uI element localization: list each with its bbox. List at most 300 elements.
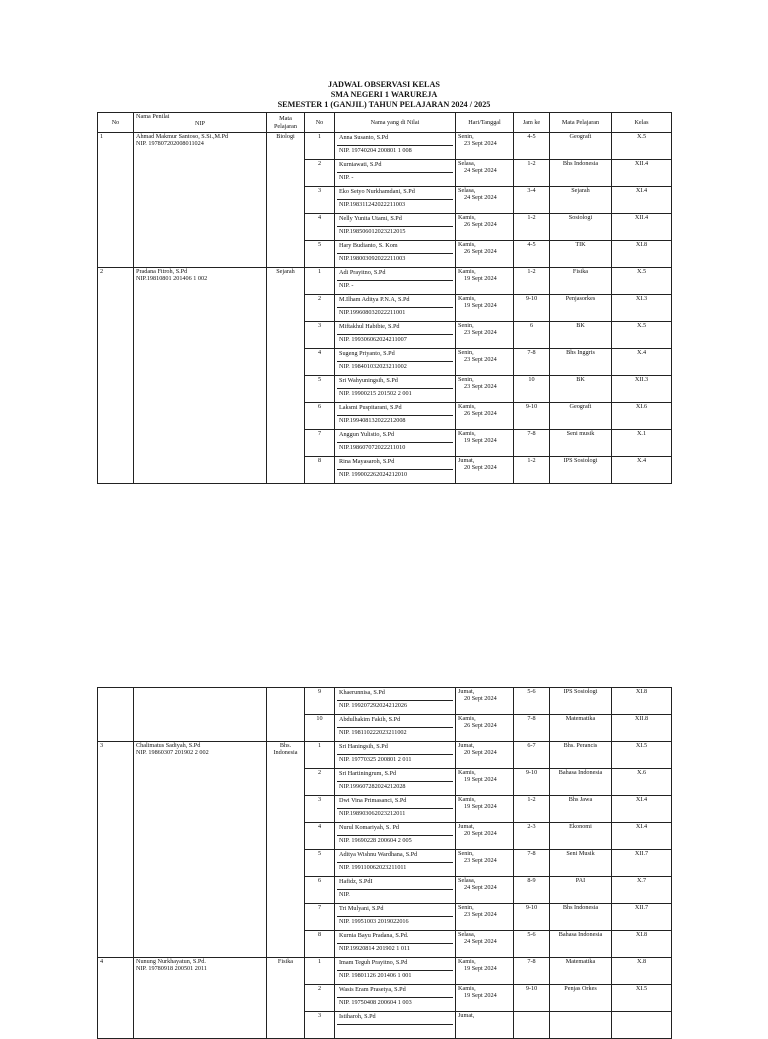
dinilai-cell: [335, 715, 456, 742]
dinilai-name: Sri Wahyuningsih, S.Pd: [337, 376, 453, 389]
dinilai-cell: [335, 214, 456, 241]
hari: Selasa,: [458, 931, 476, 938]
header-mata-pelajaran: Mata Pelajaran: [267, 113, 305, 133]
hari: Kamis,: [458, 268, 476, 275]
dinilai-cell: [335, 457, 456, 484]
hari-tanggal: [456, 688, 514, 715]
jam-ke: 7-8: [514, 349, 550, 376]
mata-pelajaran: Seni Musik: [550, 850, 612, 877]
dinilai-no: 3: [305, 796, 335, 823]
header-no-2: No: [305, 113, 335, 133]
kelas: XI.4: [612, 187, 672, 214]
penilai-mapel: Fisika: [267, 958, 305, 1039]
hari: Kamis,: [458, 985, 476, 992]
dinilai-no: 3: [305, 187, 335, 214]
dinilai-nip: NIP.: [339, 891, 350, 898]
dinilai-nip: NIP. 199207292024212026: [339, 702, 408, 709]
penilai-cell: [134, 958, 267, 1039]
dinilai-name: Khaerunnisa, S.Pd: [337, 688, 453, 701]
dinilai-cell: [335, 958, 456, 985]
penilai-cell: [134, 742, 267, 958]
mata-pelajaran: TIK: [550, 241, 612, 268]
dinilai-nip: NIP. 19740204 200801 1 008: [339, 147, 412, 154]
dinilai-nip: [337, 1025, 453, 1026]
kelas: X.5: [612, 322, 672, 349]
dinilai-nip: NIP.198903062023212011: [339, 810, 406, 817]
dinilai-no: 8: [305, 931, 335, 958]
hari: Jumat,: [458, 823, 475, 830]
mata-pelajaran: Bhs. Perancis: [550, 742, 612, 769]
dinilai-cell: [335, 1012, 456, 1039]
dinilai-name: Rina Mayasaroh, S.Pd: [337, 457, 453, 470]
dinilai-nip: NIP. 199306062024211007: [339, 336, 407, 343]
kelas: X.6: [612, 769, 672, 796]
table-row: [98, 958, 672, 985]
penilai-name: Pradana Fitroh, S.Pd: [136, 268, 188, 275]
hari-tanggal: [456, 904, 514, 931]
jam-ke: 1-2: [514, 268, 550, 295]
dinilai-cell: [335, 850, 456, 877]
table-row: [98, 133, 672, 160]
jam-ke: 9-10: [514, 403, 550, 430]
jam-ke: 7-8: [514, 715, 550, 742]
penilai-name: Nunung Nurkhayatun, S.Pd.: [136, 958, 206, 965]
dinilai-no: 7: [305, 430, 335, 457]
jam-ke: 4-5: [514, 241, 550, 268]
dinilai-nip: NIP. 19770325 200801 2 011: [339, 756, 412, 763]
hari-tanggal: [456, 133, 514, 160]
hari: Senin,: [458, 904, 474, 911]
dinilai-cell: [335, 187, 456, 214]
jam-ke: 9-10: [514, 904, 550, 931]
mata-pelajaran: Bahasa Indonesia: [550, 931, 612, 958]
dinilai-cell: [335, 877, 456, 904]
hari-tanggal: [456, 403, 514, 430]
penilai-mapel: Biologi: [267, 133, 305, 268]
hari: Jumat,: [458, 742, 475, 749]
dinilai-no: 7: [305, 904, 335, 931]
title-line-3: SEMESTER 1 (GANJIL) TAHUN PELAJARAN 2024 / 2025: [277, 100, 491, 109]
dinilai-no: 2: [305, 295, 335, 322]
mata-pelajaran: [550, 1012, 612, 1039]
mata-pelajaran: Seni musik: [550, 430, 612, 457]
dinilai-nip: NIP.199607282024212028: [339, 783, 406, 790]
penilai-cell: [134, 133, 267, 268]
jam-ke: 9-10: [514, 295, 550, 322]
hari-tanggal: [456, 958, 514, 985]
dinilai-cell: [335, 430, 456, 457]
jam-ke: 1-2: [514, 214, 550, 241]
tanggal: 24 Sept 2024: [464, 167, 497, 175]
penilai-nip: NIP.19810801 201406 1 002: [136, 275, 208, 283]
dinilai-cell: [335, 295, 456, 322]
hari-tanggal: [456, 985, 514, 1012]
jam-ke: 8-9: [514, 877, 550, 904]
mata-pelajaran: Sejarah: [550, 187, 612, 214]
tanggal: 24 Sept 2024: [464, 884, 497, 892]
mata-pelajaran: IPS Sosiologi: [550, 457, 612, 484]
dinilai-cell: [335, 742, 456, 769]
tanggal: 23 Sept 2024: [464, 329, 497, 337]
dinilai-cell: [335, 133, 456, 160]
dinilai-name: Miftakhul Habibie, S.Pd: [337, 322, 453, 335]
hari-tanggal: [456, 376, 514, 403]
dinilai-no: 4: [305, 349, 335, 376]
dinilai-no: 4: [305, 823, 335, 850]
hari-tanggal: [456, 430, 514, 457]
kelas: XI.5: [612, 742, 672, 769]
dinilai-no: 1: [305, 133, 335, 160]
dinilai-name: Nurul Komariyah, S. Pd: [337, 823, 453, 836]
jam-ke: [514, 1012, 550, 1039]
tanggal: 26 Sept 2024: [464, 248, 497, 256]
jam-ke: 2-3: [514, 823, 550, 850]
jam-ke: 3-4: [514, 187, 550, 214]
dinilai-nip: NIP. 19801126 201406 1 001: [339, 972, 412, 979]
hari-tanggal: [456, 214, 514, 241]
dinilai-cell: [335, 985, 456, 1012]
tanggal: 19 Sept 2024: [464, 992, 497, 1000]
tanggal: 19 Sept 2024: [464, 302, 497, 310]
dinilai-nip: NIP. -: [339, 282, 354, 289]
kelas: X.8: [612, 958, 672, 985]
kelas: XI.4: [612, 823, 672, 850]
hari-tanggal: [456, 295, 514, 322]
dinilai-name: Eko Setyo Nurkhamdani, S.Pd: [337, 187, 453, 200]
kelas: XI.3: [612, 295, 672, 322]
penilai-mapel: [267, 688, 305, 742]
hari: Selasa,: [458, 160, 476, 167]
hari-tanggal: [456, 715, 514, 742]
jam-ke: 7-8: [514, 850, 550, 877]
mata-pelajaran: BK: [550, 322, 612, 349]
hari: Kamis,: [458, 796, 476, 803]
table-row: [98, 268, 672, 295]
kelas: XI.6: [612, 403, 672, 430]
hari: Kamis,: [458, 295, 476, 302]
hari-tanggal: [456, 457, 514, 484]
penilai-nip: NIP. 197807202008011024: [136, 140, 204, 148]
jam-ke: 6: [514, 322, 550, 349]
header-nama-penilai-label: Nama Penilai: [136, 113, 170, 120]
penilai-nip: NIP. 19860307 201902 2 002: [136, 749, 209, 757]
kelas: XI.8: [612, 688, 672, 715]
dinilai-nip: NIP.19920814 201902 1 011: [339, 945, 410, 952]
dinilai-no: 1: [305, 958, 335, 985]
table-header-row: [98, 113, 672, 133]
kelas: XI.5: [612, 985, 672, 1012]
mata-pelajaran: IPS Sosiologi: [550, 688, 612, 715]
dinilai-nip: NIP. 198401032023211002: [339, 363, 407, 370]
title-line-2: SMA NEGERI 1 WARUREJA: [330, 90, 438, 99]
dinilai-no: 5: [305, 241, 335, 268]
dinilai-cell: [335, 769, 456, 796]
dinilai-name: Anggun Yulistio, S.Pd: [337, 430, 453, 443]
dinilai-no: 1: [305, 742, 335, 769]
hari-tanggal: [456, 268, 514, 295]
jam-ke: 6-7: [514, 742, 550, 769]
mata-pelajaran: Penjasorkes: [550, 295, 612, 322]
hari-tanggal: [456, 823, 514, 850]
header-nama-penilai: [134, 113, 267, 133]
tanggal: 23 Sept 2024: [464, 911, 497, 919]
dinilai-no: 6: [305, 403, 335, 430]
mata-pelajaran: Geografi: [550, 133, 612, 160]
dinilai-name: Tri Mulyani, S.Pd: [337, 904, 453, 917]
hari: Senin,: [458, 850, 474, 857]
dinilai-cell: [335, 796, 456, 823]
dinilai-cell: [335, 322, 456, 349]
tanggal: 20 Sept 2024: [464, 830, 497, 838]
tanggal: 23 Sept 2024: [464, 356, 497, 364]
mata-pelajaran: Matematika: [550, 958, 612, 985]
kelas: X.7: [612, 877, 672, 904]
kelas: X.1: [612, 430, 672, 457]
hari-tanggal: [456, 241, 514, 268]
dinilai-no: 9: [305, 688, 335, 715]
hari: Kamis,: [458, 715, 476, 722]
dinilai-name: Aditya Wishnu Wardhana, S.Pd: [337, 850, 453, 863]
hari-tanggal: [456, 349, 514, 376]
kelas: XII.7: [612, 904, 672, 931]
dinilai-cell: [335, 904, 456, 931]
jam-ke: 5-6: [514, 931, 550, 958]
hari: Senin,: [458, 349, 474, 356]
dinilai-nip: NIP.198311242022211003: [339, 201, 406, 208]
dinilai-cell: [335, 268, 456, 295]
mata-pelajaran: BK: [550, 376, 612, 403]
jam-ke: 7-8: [514, 958, 550, 985]
table-row: [98, 742, 672, 769]
tanggal: 19 Sept 2024: [464, 275, 497, 283]
kelas: X.5: [612, 133, 672, 160]
hari-tanggal: [456, 160, 514, 187]
dinilai-cell: [335, 688, 456, 715]
hari: Senin,: [458, 322, 474, 329]
dinilai-no: 1: [305, 268, 335, 295]
kelas: X.4: [612, 349, 672, 376]
dinilai-no: 5: [305, 376, 335, 403]
dinilai-name: Istiharoh, S.Pd: [337, 1012, 453, 1025]
tanggal: 19 Sept 2024: [464, 776, 497, 784]
dinilai-cell: [335, 823, 456, 850]
hari: Kamis,: [458, 403, 476, 410]
penilai-name: Chalimatus Sadiyah, S.Pd: [136, 742, 201, 749]
jam-ke: 1-2: [514, 160, 550, 187]
dinilai-name: Hary Budianto, S. Kom: [337, 241, 453, 254]
dinilai-cell: [335, 160, 456, 187]
kelas: XI.8: [612, 241, 672, 268]
dinilai-name: Wasis Eram Prasetya, S.Pd: [337, 985, 453, 998]
hari-tanggal: [456, 796, 514, 823]
tanggal: 23 Sept 2024: [464, 140, 497, 148]
penilai-mapel: Sejarah: [267, 268, 305, 484]
dinilai-no: 3: [305, 322, 335, 349]
hari-tanggal: [456, 1012, 514, 1039]
dinilai-name: Sugeng Priyanto, S.Pd: [337, 349, 453, 362]
dinilai-cell: [335, 403, 456, 430]
dinilai-no: 10: [305, 715, 335, 742]
tanggal: 23 Sept 2024: [464, 383, 497, 391]
dinilai-cell: [335, 241, 456, 268]
mata-pelajaran: Geografi: [550, 403, 612, 430]
mata-pelajaran: PAI: [550, 877, 612, 904]
tanggal: 24 Sept 2024: [464, 938, 497, 946]
dinilai-name: Abdulhakim Fakih, S.Pd: [337, 715, 453, 728]
dinilai-nip: NIP. 19951003 2019022016: [339, 918, 409, 925]
kelas: XII.7: [612, 850, 672, 877]
table-body-page-2: [98, 688, 672, 1039]
dinilai-nip: NIP.198607072022211010: [339, 444, 406, 451]
mata-pelajaran: Matematika: [550, 715, 612, 742]
hari: Kamis,: [458, 430, 476, 437]
hari: Selasa,: [458, 877, 476, 884]
kelas: [612, 1012, 672, 1039]
mata-pelajaran: Ekonomi: [550, 823, 612, 850]
kelas: XII.3: [612, 376, 672, 403]
dinilai-nip: NIP. -: [339, 174, 354, 181]
penilai-cell: [134, 268, 267, 484]
kelas: XII.4: [612, 160, 672, 187]
dinilai-name: Hafidz, S.PdI: [337, 877, 453, 890]
dinilai-name: Laksmi Puspitarani, S.Pd: [337, 403, 453, 416]
penilai-no: 2: [98, 268, 134, 484]
mata-pelajaran: Bhs Indonesia: [550, 904, 612, 931]
dinilai-no: 4: [305, 214, 335, 241]
header-no: No: [98, 113, 134, 133]
jam-ke: 1-2: [514, 796, 550, 823]
mata-pelajaran: Sosiologi: [550, 214, 612, 241]
penilai-no: 3: [98, 742, 134, 958]
dinilai-name: Sri Haningsih, S.Pd: [337, 742, 453, 755]
dinilai-nip: NIP. 19900215 201502 2 001: [339, 390, 412, 397]
penilai-mapel: Bhs. Indonesia: [267, 742, 305, 958]
kelas: XII.4: [612, 214, 672, 241]
dinilai-name: Anna Susanto, S.Pd: [337, 133, 453, 146]
hari: Kamis,: [458, 769, 476, 776]
document-title: [0, 80, 768, 110]
hari: Kamis,: [458, 241, 476, 248]
kelas: X.5: [612, 268, 672, 295]
hari: Senin,: [458, 376, 474, 383]
dinilai-cell: [335, 376, 456, 403]
kelas: XI.4: [612, 796, 672, 823]
dinilai-no: 2: [305, 985, 335, 1012]
dinilai-name: M.Ilham Aditya P.N.A, S.Pd: [337, 295, 453, 308]
mata-pelajaran: Bhs Inggris: [550, 349, 612, 376]
header-jam-ke: Jam ke: [514, 113, 550, 133]
jam-ke: 9-10: [514, 769, 550, 796]
hari: Kamis,: [458, 958, 476, 965]
tanggal: 20 Sept 2024: [464, 749, 497, 757]
dinilai-no: 2: [305, 769, 335, 796]
hari-tanggal: [456, 742, 514, 769]
dinilai-no: 6: [305, 877, 335, 904]
header-nama-dinilai: Nama yang di Nilai: [335, 113, 456, 133]
hari: Selasa,: [458, 187, 476, 194]
dinilai-name: Kurnia Bayu Pradana, S.Pd.: [337, 931, 453, 944]
penilai-cell: [134, 688, 267, 742]
tanggal: 24 Sept 2024: [464, 194, 497, 202]
dinilai-no: 3: [305, 1012, 335, 1039]
jam-ke: 7-8: [514, 430, 550, 457]
hari: Jumat,: [458, 457, 475, 464]
jam-ke: 10: [514, 376, 550, 403]
dinilai-nip: NIP. 199002262024212010: [339, 471, 408, 478]
dinilai-name: Dwi Vina Primasanci, S.Pd: [337, 796, 453, 809]
tanggal: 19 Sept 2024: [464, 437, 497, 445]
tanggal: 26 Sept 2024: [464, 722, 497, 730]
mata-pelajaran: Penjas Orkes: [550, 985, 612, 1012]
header-nip-label: NIP: [195, 120, 205, 128]
penilai-no: 4: [98, 958, 134, 1039]
dinilai-nip: NIP.199608032022211001: [339, 309, 406, 316]
tanggal: 23 Sept 2024: [464, 857, 497, 865]
penilai-no: [98, 688, 134, 742]
tanggal: 20 Sept 2024: [464, 464, 497, 472]
hari-tanggal: [456, 769, 514, 796]
mata-pelajaran: Bhs Indonesia: [550, 160, 612, 187]
header-hari-tanggal: Hari/Tanggal: [456, 113, 514, 133]
dinilai-nip: NIP.198003092022211003: [339, 255, 406, 262]
penilai-no: 1: [98, 133, 134, 268]
header-mata-pelajaran-2: Mata Pelajaran: [550, 113, 612, 133]
header-kelas: Kelas: [612, 113, 672, 133]
tanggal: 19 Sept 2024: [464, 803, 497, 811]
dinilai-name: Adi Prayitno, S.Pd: [337, 268, 453, 281]
dinilai-no: 5: [305, 850, 335, 877]
dinilai-nip: NIP. 19750408 200604 1 003: [339, 999, 412, 1006]
title-line-1: JADWAL OBSERVASI KELAS: [328, 80, 440, 89]
dinilai-name: Imam Teguh Prayitno, S.Pd: [337, 958, 453, 971]
dinilai-cell: [335, 931, 456, 958]
hari-tanggal: [456, 931, 514, 958]
tanggal: 26 Sept 2024: [464, 221, 497, 229]
dinilai-no: 2: [305, 160, 335, 187]
dinilai-name: Kurniawati, S.Pd: [337, 160, 453, 173]
dinilai-no: 8: [305, 457, 335, 484]
dinilai-nip: NIP. 19690228 200604 2 005: [339, 837, 412, 844]
hari-tanggal: [456, 877, 514, 904]
dinilai-name: Nelly Yunita Utami, S.Pd: [337, 214, 453, 227]
dinilai-nip: NIP. 198110222023211002: [339, 729, 407, 736]
kelas: XI.8: [612, 931, 672, 958]
kelas: X.4: [612, 457, 672, 484]
penilai-nip: NIP. 19780918 200501 2011: [136, 965, 207, 973]
jam-ke: 4-5: [514, 133, 550, 160]
hari: Jumat,: [458, 688, 475, 695]
hari: Senin,: [458, 133, 474, 140]
mata-pelajaran: Bhs Jawa: [550, 796, 612, 823]
table-body-page-1: [98, 133, 672, 484]
mata-pelajaran: Bahasa Indonesia: [550, 769, 612, 796]
kelas: XII.8: [612, 715, 672, 742]
hari: Kamis,: [458, 214, 476, 221]
schedule-table-page-2: [97, 687, 672, 1039]
jam-ke: 5-6: [514, 688, 550, 715]
hari-tanggal: [456, 187, 514, 214]
hari: Jumat,: [458, 1012, 475, 1019]
hari-tanggal: [456, 322, 514, 349]
hari-tanggal: [456, 850, 514, 877]
dinilai-name: Sri Hartiningrum, S.Pd: [337, 769, 453, 782]
dinilai-cell: [335, 349, 456, 376]
jam-ke: 1-2: [514, 457, 550, 484]
dinilai-nip: NIP.198506012023212015: [339, 228, 406, 235]
dinilai-nip: NIP. 199110062023211011: [339, 864, 407, 871]
tanggal: 20 Sept 2024: [464, 695, 497, 703]
dinilai-nip: NIP.199408132022212008: [339, 417, 406, 424]
